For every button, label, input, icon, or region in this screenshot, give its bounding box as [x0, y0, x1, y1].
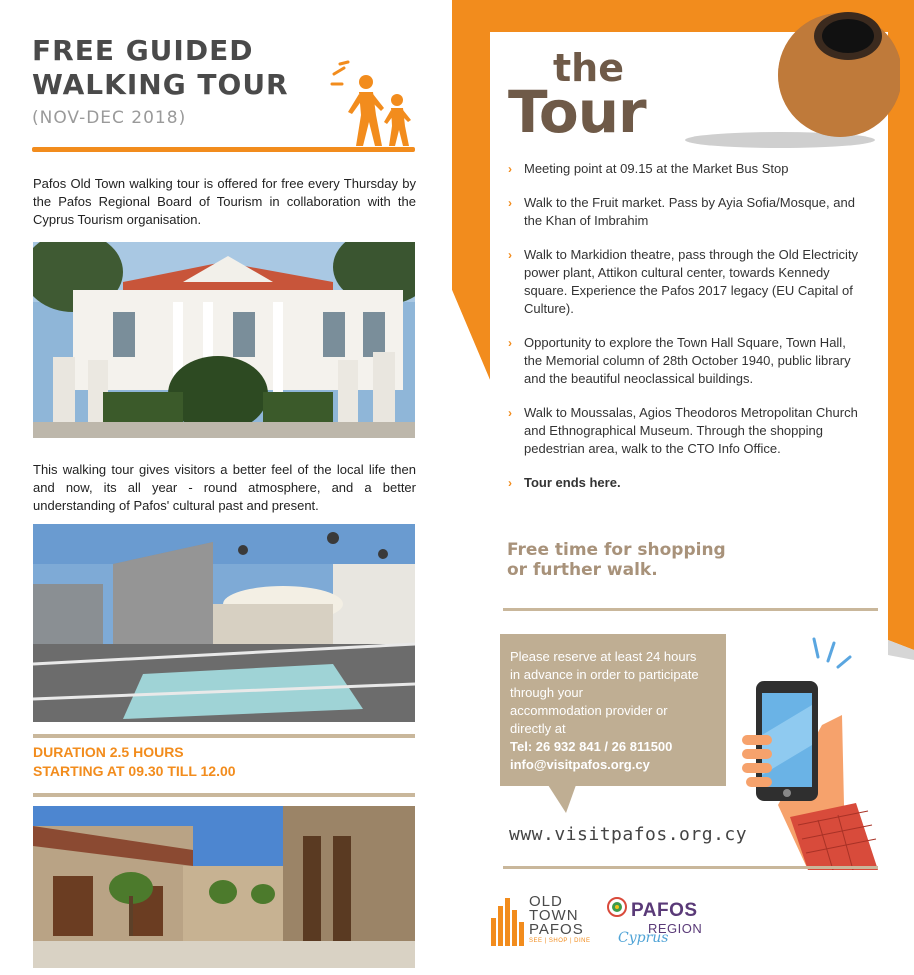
title-line-1: FREE GUIDED — [32, 34, 254, 67]
title-line-2: WALKING TOUR — [32, 68, 289, 101]
phone-number: Tel: 26 932 841 / 26 811500 — [510, 739, 673, 754]
left-panel — [0, 0, 452, 975]
reservation-bubble: Please reserve at least 24 hours in advance in order to participate through your accommodation provider or directly at Tel: 26 932 841 / 26 811500 info@visitpafos.org.cy — [500, 634, 726, 786]
list-item: › Meeting point at 09.15 at the Market Bus Stop — [508, 161, 789, 176]
chevron-right-icon: › — [508, 406, 512, 420]
list-item: › Opportunity to explore the Town Hall Square, Town Hall, the Memorial column of 28th October 1940, public library and the beautiful neoclassical buildings. — [508, 335, 851, 386]
intro-paragraph: Pafos Old Town walking tour is offered for free every Thursday by the Pafos Regional Board of Tourism in collaboration with the Cyprus Tourism organisation. — [33, 176, 416, 227]
logo-cyprus: Cyprus — [618, 930, 669, 946]
tan-divider-right-2 — [503, 866, 878, 869]
tan-divider-2 — [33, 793, 415, 797]
chevron-right-icon: › — [508, 476, 512, 490]
list-item: › Walk to Markidion theatre, pass through the Old Electricity power plant, Attikon cultural center, towards Kennedy square. Experience the Pafos 2017 legacy (EU Capital of Culture). — [508, 247, 859, 316]
walking-people-icon — [326, 60, 418, 150]
duration-block — [33, 743, 236, 781]
duration-value: 2.5 HOURS — [109, 744, 184, 760]
duration-label: DURATION — [33, 744, 106, 760]
starting-label: STARTING — [33, 763, 104, 779]
clay-pot-icon — [680, 0, 900, 150]
website-link[interactable]: www.visitpafos.org.cy — [509, 824, 748, 845]
chevron-right-icon: › — [508, 248, 512, 262]
tan-divider-1 — [33, 734, 415, 738]
chevron-right-icon: › — [508, 336, 512, 350]
starting-value: AT 09.30 TILL 12.00 — [106, 763, 236, 779]
orange-divider — [32, 147, 415, 152]
pafos-region-emblem-icon — [607, 897, 627, 917]
photo-square-fountain — [33, 524, 415, 722]
chevron-right-icon: › — [508, 196, 512, 210]
date-subtitle: (NOV-DEC 2018) — [32, 108, 187, 128]
list-item: › Walk to the Fruit market. Pass by Ayia Sofia/Mosque, and the Khan of Imbrahim — [508, 195, 855, 228]
body-paragraph: This walking tour gives visitors a better feel of the local life then and now, its all year - round atmosphere, and a better understanding of Pafos' cultural past and present. — [33, 462, 416, 513]
tour-stops-list — [508, 160, 863, 508]
photo-neoclassical-building — [33, 242, 415, 438]
email-address[interactable]: info@visitpafos.org.cy — [510, 757, 650, 772]
page-title — [32, 34, 289, 102]
list-item-end: › Tour ends here. — [508, 475, 621, 490]
old-town-pafos-logo-icon — [491, 898, 525, 946]
free-time-note: Free time for shopping or further walk. — [507, 540, 726, 580]
logo-pafos: PAFOS — [631, 900, 698, 921]
tan-divider-right-1 — [503, 608, 878, 611]
list-item: › Walk to Moussalas, Agios Theodoros Metropolitan Church and Ethnographical Museum. Through the shopping pedestrian area, walk to the CTO Info Office. — [508, 405, 858, 456]
bubble-tail — [548, 785, 578, 815]
logo-region: REGION — [648, 921, 703, 936]
chevron-right-icon: › — [508, 162, 512, 176]
photo-stone-courtyard — [33, 806, 415, 968]
heading-the: the — [553, 46, 624, 90]
logo-old-town-pafos: OLD TOWN PAFOS — [529, 893, 584, 938]
heading-tour: Tour — [508, 78, 646, 146]
logo-tagline: SEE | SHOP | DINE — [529, 938, 591, 944]
phone-in-hand-icon — [738, 635, 878, 870]
